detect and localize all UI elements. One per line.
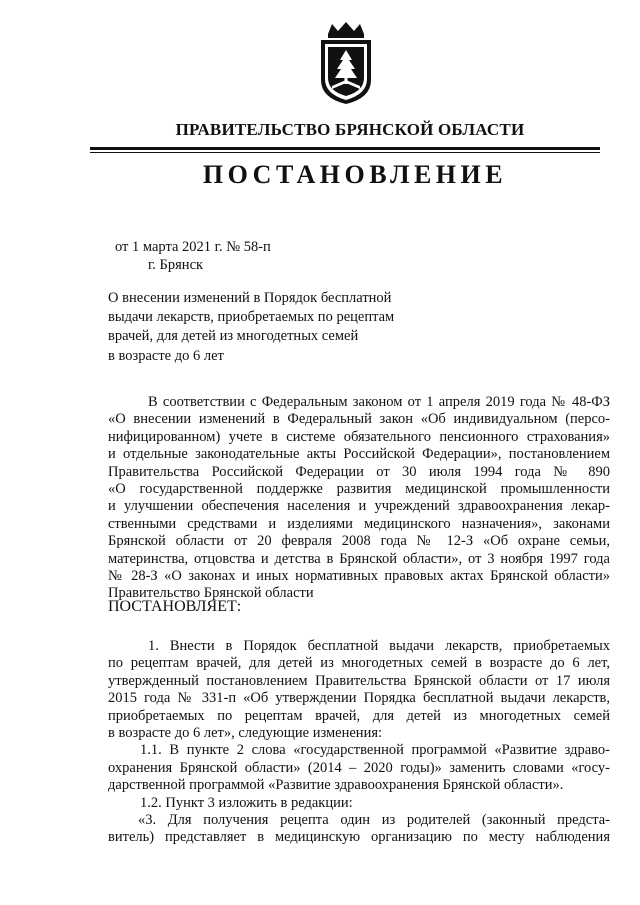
document-city: г. Брянск <box>148 257 204 273</box>
body-line: 1. Внести в Порядок бесплатной выдачи лекарств, приобретаемых <box>148 638 610 654</box>
body-line: 1.1. В пункте 2 слова «государственной программой «Развитие здраво- <box>140 742 610 759</box>
subject-line: врачей, для детей из многодетных семей <box>108 328 359 345</box>
preamble-line: Брянской области от 20 февраля 2008 года № 12-З «Об охране семьи, <box>108 533 610 550</box>
document-type: ПОСТАНОВЛЕНИЕ <box>202 160 508 189</box>
body-line: 2015 года № 331-п «Об утверждении Порядка бесплатной выдачи лекарств, <box>108 690 610 707</box>
subject-line: выдачи лекарств, приобретаемых по рецептам <box>108 309 395 326</box>
preamble-line: ственными средствами и изделиями медицинского назначения», законами <box>108 515 610 532</box>
coat-of-arms-icon <box>318 20 374 106</box>
body-line: витель) представляет в медицинскую организацию по месту наблюдения <box>108 829 610 846</box>
body-line: дарственной программой «Развитие здравоохранения Брянской области». <box>108 777 564 794</box>
preamble-line: материнства, отцовства и детства в Брянской области», от 3 ноября 1997 года <box>108 550 610 567</box>
title-rule-thin <box>90 152 600 153</box>
government-title: ПРАВИТЕЛЬСТВО БРЯНСКОЙ ОБЛАСТИ <box>175 120 525 139</box>
preamble-line: «О государственной поддержке развития медицинской промышленности <box>108 481 610 498</box>
body-line: по рецептам врачей, для детей из многодетных семей в возрасте до 6 лет, <box>108 655 610 672</box>
preamble-line: Правительство Брянской области <box>108 585 314 602</box>
body-line: приобретаемых по рецептам врачей, для детей из многодетных семей <box>108 707 610 724</box>
document-subject <box>108 289 414 366</box>
preamble-line: «О внесении изменений в Федеральный закон «Об индивидуальном (персо- <box>108 411 610 428</box>
preamble-line: нифицированном) учете в системе обязательного пенсионного страхования» <box>108 428 610 445</box>
body-line: охранения Брянской области» (2014 – 2020 годы)» заменить словами «госу- <box>108 759 610 776</box>
document-date-number: от 1 марта 2021 г. № 58-п <box>115 239 271 255</box>
preamble-line: и отдельные законодательные акты Российской Федерации», постановлением <box>108 446 610 463</box>
title-rule-thick <box>90 147 600 150</box>
preamble-line: В соответствии с Федеральным законом от 1 апреля 2019 года № 48-ФЗ <box>148 394 610 410</box>
subject-line: в возрасте до 6 лет <box>108 347 224 364</box>
resolution-body <box>108 638 610 847</box>
resolve-heading: ПОСТАНОВЛЯЕТ: <box>108 598 242 615</box>
preamble-line: и улучшении обеспечения населения и учреждений здравоохранения лекар- <box>108 498 610 515</box>
preamble-line: № 28-З «О законах и иных нормативных правовых актах Брянской области» <box>108 568 610 585</box>
body-line: утвержденный постановлением Правительства Брянской области от 17 июля <box>108 672 610 689</box>
body-line: «3. Для получения рецепта один из родителей (законный предста- <box>138 812 610 829</box>
body-line: в возрасте до 6 лет», следующие изменения: <box>108 725 383 742</box>
subject-line: О внесении изменений в Порядок бесплатной <box>108 290 392 306</box>
preamble-paragraph <box>108 394 610 603</box>
preamble-line: Правительства Российской Федерации от 30 июля 1994 года № 890 <box>108 463 610 480</box>
body-line: 1.2. Пункт 3 изложить в редакции: <box>140 794 353 811</box>
